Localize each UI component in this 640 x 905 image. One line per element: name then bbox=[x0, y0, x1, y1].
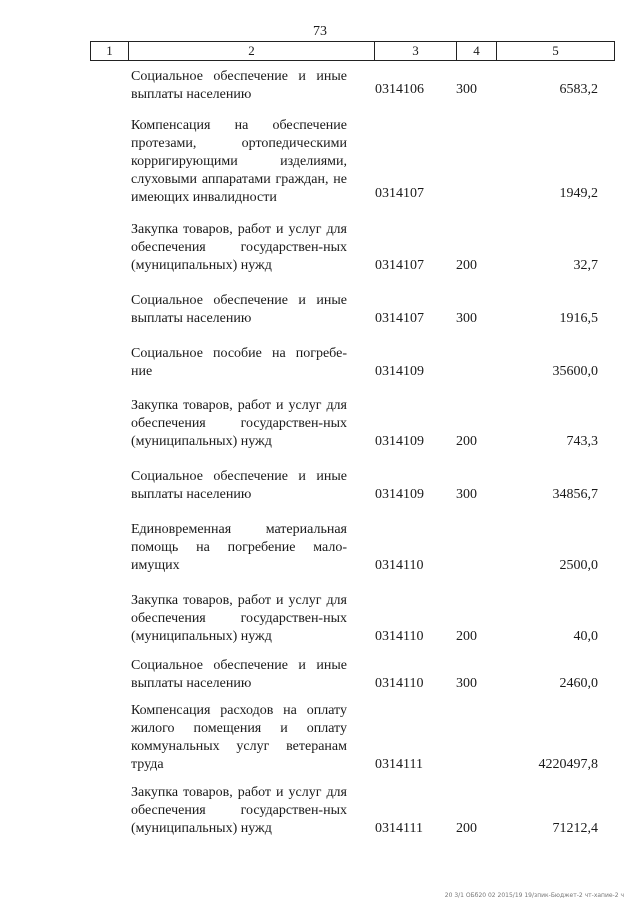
row-description: Социальное обеспечение и иные выплаты населению bbox=[131, 293, 347, 326]
row-amount: 2460,0 bbox=[559, 676, 598, 691]
row-amount: 34856,7 bbox=[552, 487, 598, 502]
row-amount: 32,7 bbox=[573, 258, 598, 273]
row-description: Закупка товаров, работ и услуг для обеспечения государствен-ных (муниципальных) нужд bbox=[131, 222, 347, 273]
row-description: Закупка товаров, работ и услуг для обеспечения государствен-ных (муниципальных) нужд bbox=[131, 398, 347, 449]
row-description: Единовременная материальная помощь на погребение мало-имущих bbox=[131, 522, 347, 573]
row-code: 0314110 bbox=[375, 629, 424, 644]
row-description: Социальное обеспечение и иные выплаты населению bbox=[131, 69, 347, 102]
row-amount: 35600,0 bbox=[552, 364, 598, 379]
row-amount: 2500,0 bbox=[559, 558, 598, 573]
row-code: 0314111 bbox=[375, 757, 423, 772]
row-type: 200 bbox=[456, 258, 477, 273]
row-amount: 1916,5 bbox=[559, 311, 598, 326]
row-type: 300 bbox=[456, 676, 477, 691]
row-amount: 1949,2 bbox=[559, 186, 598, 201]
row-type: 200 bbox=[456, 434, 477, 449]
row-description: Закупка товаров, работ и услуг для обеспечения государствен-ных (муниципальных) нужд bbox=[131, 785, 347, 836]
page-number: 73 bbox=[313, 24, 327, 39]
row-description: Социальное обеспечение и иные выплаты населению bbox=[131, 469, 347, 502]
row-type: 300 bbox=[456, 311, 477, 326]
row-description: Социальное пособие на погребе-ние bbox=[131, 346, 347, 379]
row-description: Компенсация расходов на оплату жилого помещения и оплату коммунальных услуг ветеранам труда bbox=[131, 703, 347, 772]
row-code: 0314107 bbox=[375, 186, 424, 201]
row-code: 0314109 bbox=[375, 487, 424, 502]
row-description: Закупка товаров, работ и услуг для обеспечения государствен-ных (муниципальных) нужд bbox=[131, 593, 347, 644]
header-col-2: 2 bbox=[129, 42, 375, 60]
row-code: 0314109 bbox=[375, 434, 424, 449]
row-code: 0314110 bbox=[375, 558, 424, 573]
row-description: Компенсация на обеспечение протезами, ортопедическими корригирующими изделиями, слуховыми аппаратами граждан, не имеющих инвалидности bbox=[131, 118, 347, 205]
row-type: 300 bbox=[456, 82, 477, 97]
row-amount: 40,0 bbox=[573, 629, 598, 644]
row-code: 0314106 bbox=[375, 82, 424, 97]
row-code: 0314107 bbox=[375, 258, 424, 273]
row-type: 200 bbox=[456, 821, 477, 836]
footer-file-path: 20 3/1 ОБб20 02 2015/19 19/зпик-Бюджет-2 чт-хапие-2 ч bbox=[444, 892, 624, 899]
row-type: 300 bbox=[456, 487, 477, 502]
row-code: 0314107 bbox=[375, 311, 424, 326]
row-description: Социальное обеспечение и иные выплаты населению bbox=[131, 658, 347, 691]
row-amount: 743,3 bbox=[566, 434, 598, 449]
header-col-3: 3 bbox=[375, 42, 457, 60]
row-amount: 4220497,8 bbox=[538, 757, 598, 772]
row-code: 0314109 bbox=[375, 364, 424, 379]
header-col-5: 5 bbox=[552, 43, 559, 58]
header-col-1: 1 bbox=[91, 42, 129, 60]
row-amount: 71212,4 bbox=[552, 821, 598, 836]
row-amount: 6583,2 bbox=[559, 82, 598, 97]
row-code: 0314111 bbox=[375, 821, 423, 836]
header-col-4: 4 bbox=[457, 42, 497, 60]
row-type: 200 bbox=[456, 629, 477, 644]
row-code: 0314110 bbox=[375, 676, 424, 691]
table-header bbox=[90, 41, 615, 61]
